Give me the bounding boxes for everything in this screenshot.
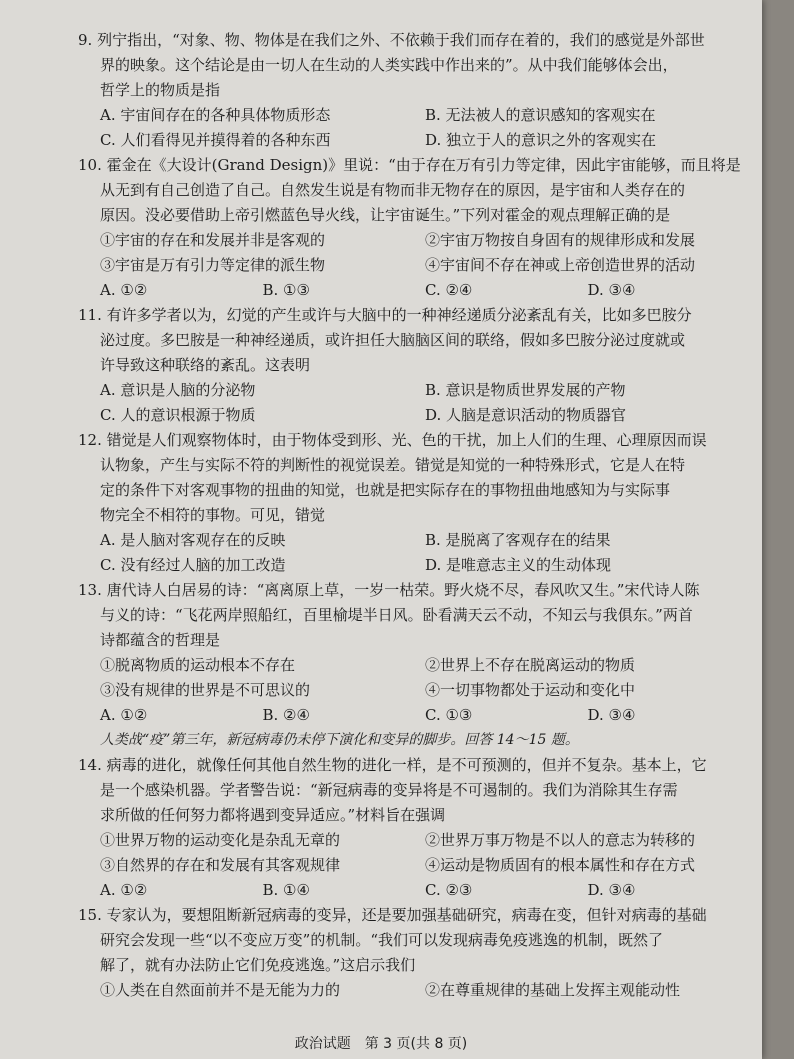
options-row <box>100 878 750 903</box>
question-text-line: 研究会发现一些“以不变应万变”的机制。“我们可以发现病毒免疫逃逸的机制，既然了 <box>100 931 664 949</box>
answer-option: B. 意识是物质世界发展的产物 <box>425 381 626 399</box>
question-text-line: 从无到有自己创造了自己。自然发生说是有物而非无物存在的原因，是宇宙和人类存在的 <box>100 181 686 199</box>
question-text-line: 9. 列宁指出，“对象、物、物体是在我们之外、不依赖于我们而存在着的，我们的感觉是外部世 <box>78 31 705 49</box>
options-row <box>100 528 750 553</box>
statements-row <box>100 228 750 253</box>
options-row <box>100 403 750 428</box>
statements-row <box>100 853 750 878</box>
statement-item: ③没有规律的世界是不可思议的 <box>100 681 311 699</box>
question-text-line: 14. 病毒的进化，就像任何其他自然生物的进化一样，是不可预测的，但并不复杂。基本上，它 <box>78 756 707 774</box>
question-block <box>78 903 750 1003</box>
question-text-line: 哲学上的物质是指 <box>100 81 221 99</box>
answer-option: D. ③④ <box>587 281 636 299</box>
question-text-line: 诗都蕴含的哲理是 <box>100 631 221 649</box>
answer-option: D. ③④ <box>587 881 636 899</box>
page-footer: 政治试题 第 3 页(共 8 页) <box>294 1036 468 1052</box>
statement-item: ①脱离物质的运动根本不存在 <box>100 656 296 674</box>
answer-option: C. 没有经过人脑的加工改造 <box>100 556 286 574</box>
question-text-line: 定的条件下对客观事物的扭曲的知觉，也就是把实际存在的事物扭曲地感知为与实际事 <box>100 481 671 499</box>
answer-option: B. 是脱离了客观存在的结果 <box>425 531 611 549</box>
question-block <box>78 578 750 728</box>
answer-option: C. 人们看得见并摸得着的各种东西 <box>100 131 331 149</box>
options-row <box>100 278 750 303</box>
answer-option: B. 无法被人的意识感知的客观实在 <box>425 106 656 124</box>
question-text-line: 求所做的任何努力都将遇到变异适应。”材料旨在强调 <box>100 806 446 824</box>
answer-option: D. ③④ <box>587 706 636 724</box>
question-text-line: 12. 错觉是人们观察物体时，由于物体受到形、光、色的干扰，加上人们的生理、心理原因而误 <box>78 431 707 449</box>
question-text-line: 与义的诗：“飞花两岸照船红，百里榆堤半日风。卧看满天云不动，不知云与我俱东。”两首 <box>100 606 693 624</box>
answer-option: A. ①② <box>100 706 148 724</box>
statement-item: ③自然界的存在和发展有其客观规律 <box>100 856 341 874</box>
answer-option: B. ②④ <box>262 706 310 724</box>
question-text-line: 解了，就有办法防止它们免疫逃逸。”这启示我们 <box>100 956 416 974</box>
statement-item: ④运动是物质固有的根本属性和存在方式 <box>425 856 696 874</box>
answer-option: A. ①② <box>100 281 148 299</box>
options-row <box>100 703 750 728</box>
answer-option: C. ②③ <box>425 881 473 899</box>
answer-option: A. ①② <box>100 881 148 899</box>
question-content <box>78 28 750 1003</box>
question-block <box>78 428 750 578</box>
options-row <box>100 378 750 403</box>
statements-row <box>100 253 750 278</box>
statement-item: ②世界万事万物是不以人的意志为转移的 <box>425 831 696 849</box>
answer-option: A. 宇宙间存在的各种具体物质形态 <box>100 106 331 124</box>
statement-item: ①宇宙的存在和发展并非是客观的 <box>100 231 326 249</box>
question-block <box>78 753 750 903</box>
question-text-line: 13. 唐代诗人白居易的诗：“离离原上草，一岁一枯荣。野火烧不尽，春风吹又生。”宋代诗人陈 <box>78 581 700 599</box>
statement-item: ①世界万物的运动变化是杂乱无章的 <box>100 831 341 849</box>
answer-option: C. 人的意识根源于物质 <box>100 406 256 424</box>
question-block <box>78 28 750 153</box>
question-text-line: 泌过度。多巴胺是一种神经递质，或许担任大脑脑区间的联络，假如多巴胺分泌过度就或 <box>100 331 686 349</box>
question-block <box>78 303 750 428</box>
options-row <box>100 128 750 153</box>
statements-row <box>100 678 750 703</box>
statement-item: ①人类在自然面前并不是无能为力的 <box>100 981 341 999</box>
options-row <box>100 103 750 128</box>
statement-item: ②在尊重规律的基础上发挥主观能动性 <box>425 981 681 999</box>
statements-row <box>100 978 750 1003</box>
question-text-line: 原因。没必要借助上帝引燃蓝色导火线，让宇宙诞生。”下列对霍金的观点理解正确的是 <box>100 206 671 224</box>
question-text-line: 11. 有许多学者以为，幻觉的产生或许与大脑中的一种神经递质分泌紊乱有关，比如多巴胺分 <box>78 306 692 324</box>
answer-option: C. ②④ <box>425 281 473 299</box>
question-text-line: 认物象，产生与实际不符的判断性的视觉误差。错觉是知觉的一种特殊形式，它是人在特 <box>100 456 686 474</box>
answer-option: D. 人脑是意识活动的物质器官 <box>425 406 627 424</box>
question-text-line: 10. 霍金在《大设计(Grand Design)》里说：“由于存在万有引力等定律，因此宇宙能够，而且将是 <box>78 156 741 174</box>
statements-row <box>100 653 750 678</box>
statement-item: ③宇宙是万有引力等定律的派生物 <box>100 256 326 274</box>
question-block <box>78 153 750 303</box>
answer-option: B. ①④ <box>262 881 310 899</box>
question-text-line: 是一个感染机器。学者警告说：“新冠病毒的变异将是不可遏制的。我们为消除其生存需 <box>100 781 678 799</box>
options-row <box>100 553 750 578</box>
answer-option: C. ①③ <box>425 706 473 724</box>
question-text-line: 界的映象。这个结论是由一切人在生动的人类实践中作出来的”。从中我们能够体会出， <box>100 56 678 74</box>
answer-option: A. 意识是人脑的分泌物 <box>100 381 256 399</box>
statements-row <box>100 828 750 853</box>
answer-option: D. 是唯意志主义的生动体现 <box>425 556 612 574</box>
answer-option: D. 独立于人的意识之外的客观实在 <box>425 131 657 149</box>
question-text-line: 物完全不相符的事物。可见，错觉 <box>100 506 326 524</box>
question-text-line: 15. 专家认为，要想阻断新冠病毒的变异，还是要加强基础研究，病毒在变，但针对病毒的基础 <box>78 906 707 924</box>
answer-option: B. ①③ <box>262 281 310 299</box>
statement-item: ④一切事物都处于运动和变化中 <box>425 681 636 699</box>
statement-item: ②世界上不存在脱离运动的物质 <box>425 656 636 674</box>
statement-item: ④宇宙间不存在神或上帝创造世界的活动 <box>425 256 696 274</box>
intro-note: 人类战“疫”第三年，新冠病毒仍未停下演化和变异的脚步。回答 14～15 题。 <box>100 732 579 748</box>
statement-item: ②宇宙万物按自身固有的规律形成和发展 <box>425 231 696 249</box>
question-text-line: 许导致这种联络的紊乱。这表明 <box>100 356 311 374</box>
answer-option: A. 是人脑对客观存在的反映 <box>100 531 286 549</box>
